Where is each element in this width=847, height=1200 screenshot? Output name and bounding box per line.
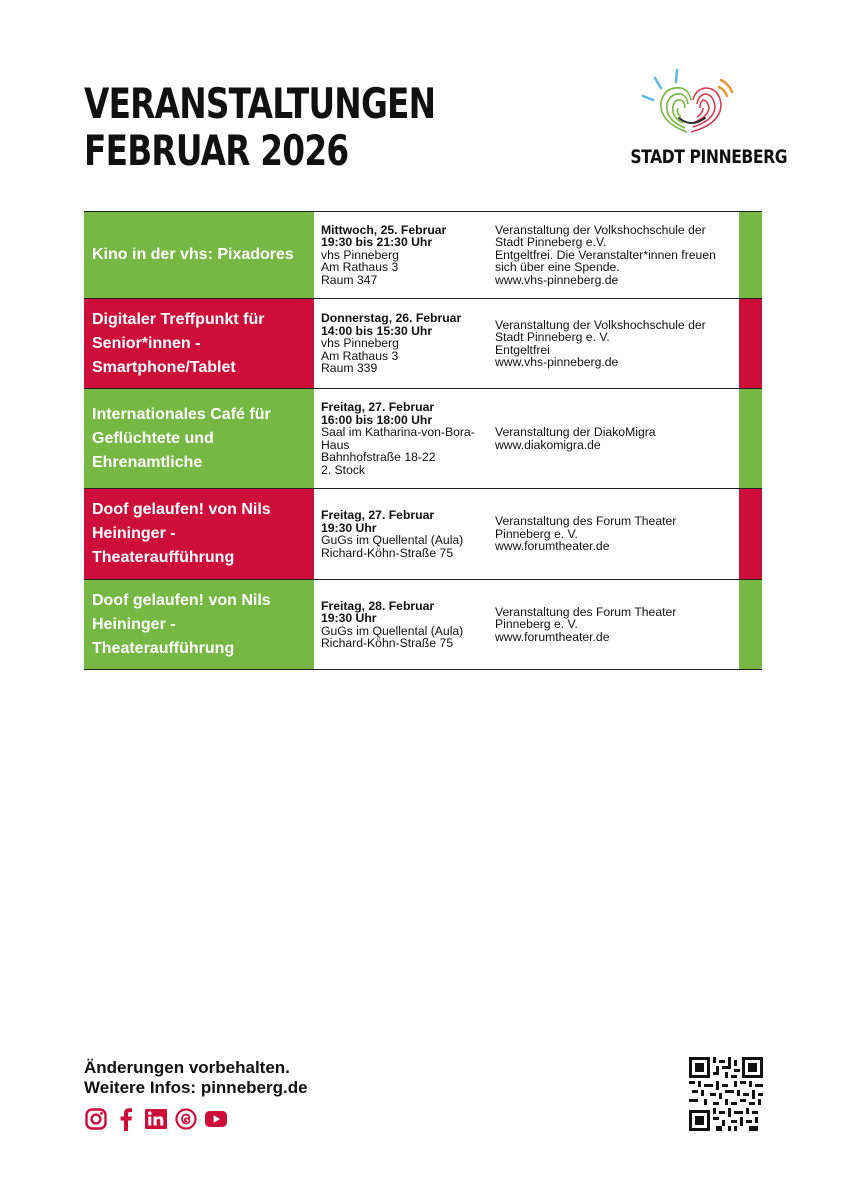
event-location-line: Am Rathaus 3 (321, 260, 399, 275)
event-info (488, 389, 739, 488)
linkedin-icon[interactable] (144, 1107, 168, 1131)
event-row (84, 489, 762, 580)
event-name: Doof gelaufen! von Nils Heininger - Theateraufführung (84, 580, 314, 669)
event-location-line: Richard-Köhn-Straße 75 (321, 636, 454, 650)
event-color-strip (739, 580, 762, 669)
event-time: 14:00 bis 15:30 Uhr (321, 323, 433, 338)
event-location-line: GuGs im Quellental (Aula) (321, 533, 464, 547)
event-website[interactable]: www.forumtheater.de (495, 539, 610, 554)
threads-icon[interactable] (174, 1107, 198, 1131)
event-time: 19:30 bis 21:30 Uhr (321, 235, 433, 250)
logo-text: STADT PINNEBERG (630, 146, 788, 168)
event-website[interactable]: www.vhs-pinneberg.de (495, 272, 619, 287)
event-row (84, 580, 762, 670)
page-title (84, 80, 435, 174)
event-color-strip (739, 212, 762, 298)
event-price: Entgeltfrei. Die Veranstalter*innen freuen sich über eine Spende. (495, 247, 716, 275)
event-location-line: GuGs im Quellental (Aula) (321, 623, 464, 638)
event-name: Doof gelaufen! von Nils Heininger - Theateraufführung (84, 489, 314, 579)
event-location-line: Raum 347 (321, 272, 378, 287)
event-when (314, 489, 488, 579)
social-media-links (84, 1107, 228, 1131)
event-location-line: Richard-Köhn-Straße 75 (321, 545, 454, 560)
qr-code-icon[interactable] (689, 1057, 763, 1131)
event-time: 16:00 bis 18:00 Uhr (321, 412, 433, 427)
fingerprint-heart-icon (637, 66, 747, 142)
event-row (84, 389, 762, 489)
event-date: Donnerstag, 26. Februar (321, 311, 462, 326)
event-location-line: 2. Stock (321, 462, 366, 477)
event-organizer: Veranstaltung der DiakoMigra (495, 425, 656, 439)
event-name: Kino in der vhs: Pixadores (84, 212, 314, 298)
event-info (488, 212, 739, 298)
event-info (488, 489, 739, 579)
event-location-line: Saal im Katharina-von-Bora-Haus (321, 425, 475, 452)
event-organizer: Veranstaltung der Volkshochschule der Stadt Pinneberg e. V. (495, 317, 706, 344)
event-date: Freitag, 27. Februar (321, 400, 435, 414)
event-location-line: vhs Pinneberg (321, 336, 399, 351)
facebook-icon[interactable] (114, 1107, 138, 1131)
event-organizer: Veranstaltung der Volkshochschule der Stadt Pinneberg e.V. (495, 222, 706, 250)
title-line-2: FEBRUAR 2026 (84, 126, 349, 175)
footer-line-1: Änderungen vorbehalten. (84, 1058, 290, 1077)
title-line-1: VERANSTALTUNGEN (84, 79, 436, 128)
event-date: Freitag, 28. Februar (321, 598, 435, 613)
event-location-line: Raum 339 (321, 361, 378, 376)
event-location-line: Am Rathaus 3 (321, 348, 399, 363)
event-when (314, 299, 488, 388)
event-price: Entgeltfrei (495, 342, 550, 357)
event-location-line: vhs Pinneberg (321, 247, 399, 262)
event-date: Freitag, 27. Februar (321, 508, 435, 522)
event-website[interactable]: www.forumtheater.de (495, 629, 610, 644)
stadt-pinneberg-logo (617, 66, 788, 171)
event-name: Digitaler Treffpunkt für Senior*innen - Smartphone/Tablet (84, 299, 314, 388)
event-color-strip (739, 489, 762, 579)
event-row (84, 299, 762, 389)
event-time: 19:30 Uhr (321, 520, 377, 535)
youtube-icon[interactable] (204, 1107, 228, 1131)
events-table (84, 211, 762, 670)
event-location-line: Bahnhofstraße 18-22 (321, 450, 436, 464)
event-date: Mittwoch, 25. Februar (321, 222, 447, 237)
event-organizer: Veranstaltung des Forum Theater Pinneberg e. V. (495, 514, 677, 541)
event-organizer: Veranstaltung des Forum Theater Pinneberg e. V. (495, 604, 677, 632)
event-info (488, 299, 739, 388)
event-color-strip (739, 389, 762, 488)
event-info (488, 580, 739, 669)
event-name: Internationales Café für Geflüchtete und Ehrenamtliche (84, 389, 314, 488)
event-when (314, 212, 488, 298)
footer-note (84, 1058, 308, 1098)
event-color-strip (739, 299, 762, 388)
event-time: 19:30 Uhr (321, 611, 377, 625)
event-when (314, 580, 488, 669)
footer-line-2[interactable]: Weitere Infos: pinneberg.de (84, 1078, 308, 1097)
event-row (84, 212, 762, 299)
event-when (314, 389, 488, 488)
instagram-icon[interactable] (84, 1107, 108, 1131)
event-website[interactable]: www.vhs-pinneberg.de (495, 355, 619, 369)
event-website[interactable]: www.diakomigra.de (495, 437, 601, 452)
